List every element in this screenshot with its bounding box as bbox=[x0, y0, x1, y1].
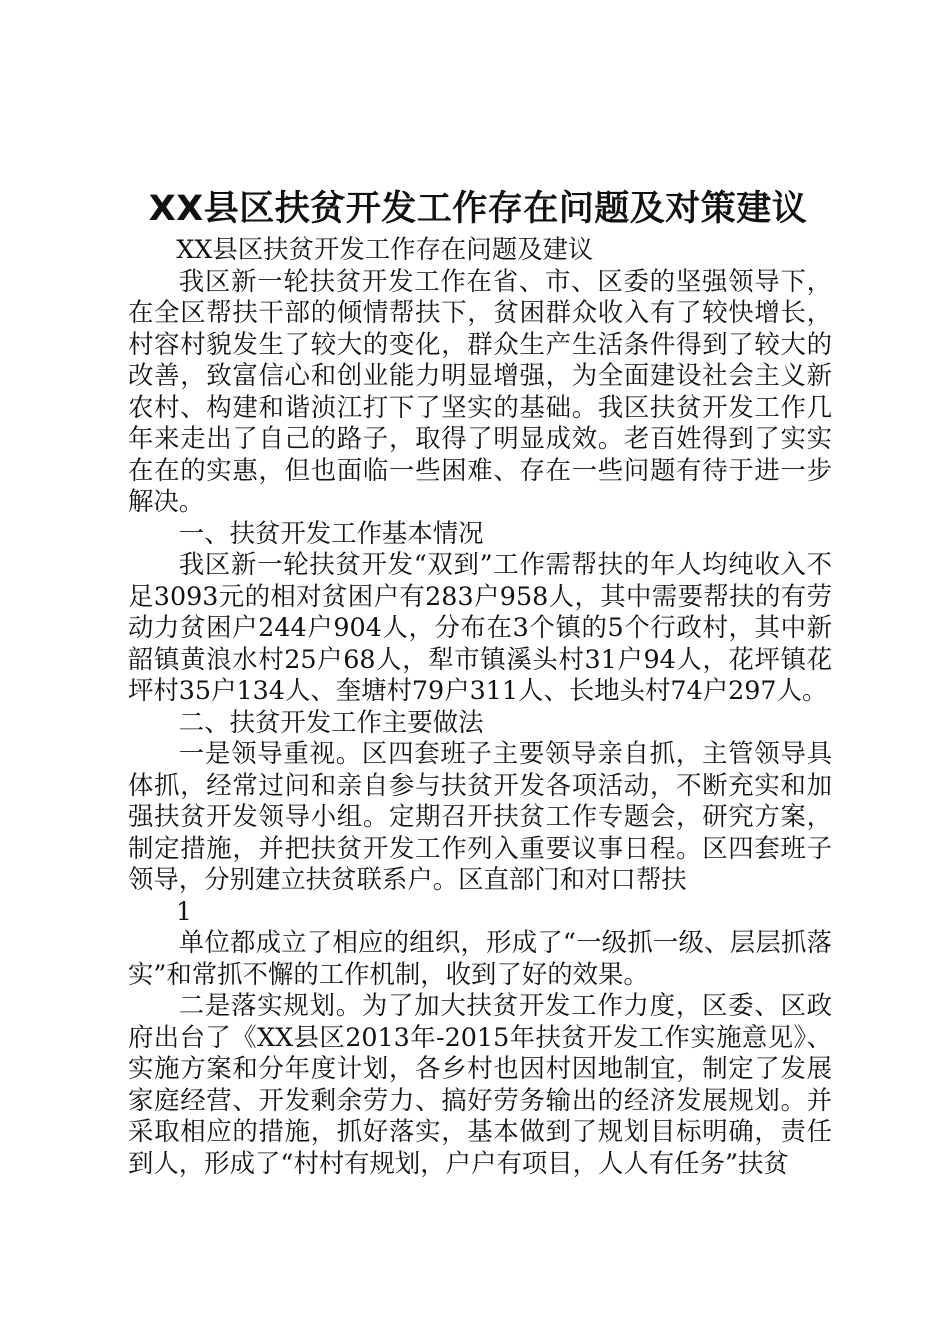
section-heading-basic-situation: 一、扶贫开发工作基本情况 bbox=[178, 517, 484, 548]
document-page bbox=[128, 186, 832, 1179]
document-subtitle: XX县区扶贫开发工作存在问题及建议 bbox=[176, 234, 594, 264]
leadership-paragraph: 一是领导重视。区四套班子主要领导亲自抓，主管领导具体抓，经常过问和亲自参与扶贫开发各项活动，不断充实和加强扶贫开发领导小组。定期召开扶贫工作专题会，研究方案，制定措施，并把扶贫开发工作列入重要议事日程。区四套班子领导，分别建立扶贫联系户。区直部门和对口帮扶 bbox=[128, 738, 832, 894]
document-title: XX县区扶贫开发工作存在问题及对策建议 bbox=[148, 189, 808, 229]
page-number: 1 bbox=[176, 896, 192, 926]
section-heading-main-practices: 二、扶贫开发工作主要做法 bbox=[178, 706, 484, 737]
basic-situation-paragraph: 我区新一轮扶贫开发“双到”工作需帮扶的年人均纯收入不足3093元的相对贫困户有283户958人，其中需要帮扶的有劳动力贫困户244户904人，分布在3个镇的5个行政村，其中新韶镇黄浪水村25户68人，犁市镇溪头村31户94人，花坪镇花坪村35户134人、奎塘村79户311人、长地头村74户297人。 bbox=[128, 549, 832, 705]
continuation-paragraph: 单位都成立了相应的组织，形成了“一级抓一级、层层抓落实”和常抓不懈的工作机制，收到了好的效果。 bbox=[128, 927, 832, 989]
planning-paragraph: 二是落实规划。为了加大扶贫开发工作力度，区委、区政府出台了《XX县区2013年-2015年扶贫开发工作实施意见》、实施方案和分年度计划，各乡村也因村因地制宜，制定了发展家庭经营、开发剩余劳力、搞好劳务输出的经济发展规划。并采取相应的措施，抓好落实，基本做到了规划目标明确，责任到人，形成了“村村有规划，户户有项目，人人有任务”扶贫 bbox=[128, 990, 832, 1178]
intro-paragraph: 我区新一轮扶贫开发工作在省、市、区委的坚强领导下，在全区帮扶干部的倾情帮扶下，贫困群众收入有了较快增长，村容村貌发生了较大的变化，群众生产生活条件得到了较大的改善，致富信心和创业能力明显增强，为全面建设社会主义新农村、构建和谐浈江打下了坚实的基础。我区扶贫开发工作几年来走出了自己的路子，取得了明显成效。老百姓得到了实实在在的实惠，但也面临一些困难、存在一些问题有待于进一步解决。 bbox=[128, 265, 832, 516]
